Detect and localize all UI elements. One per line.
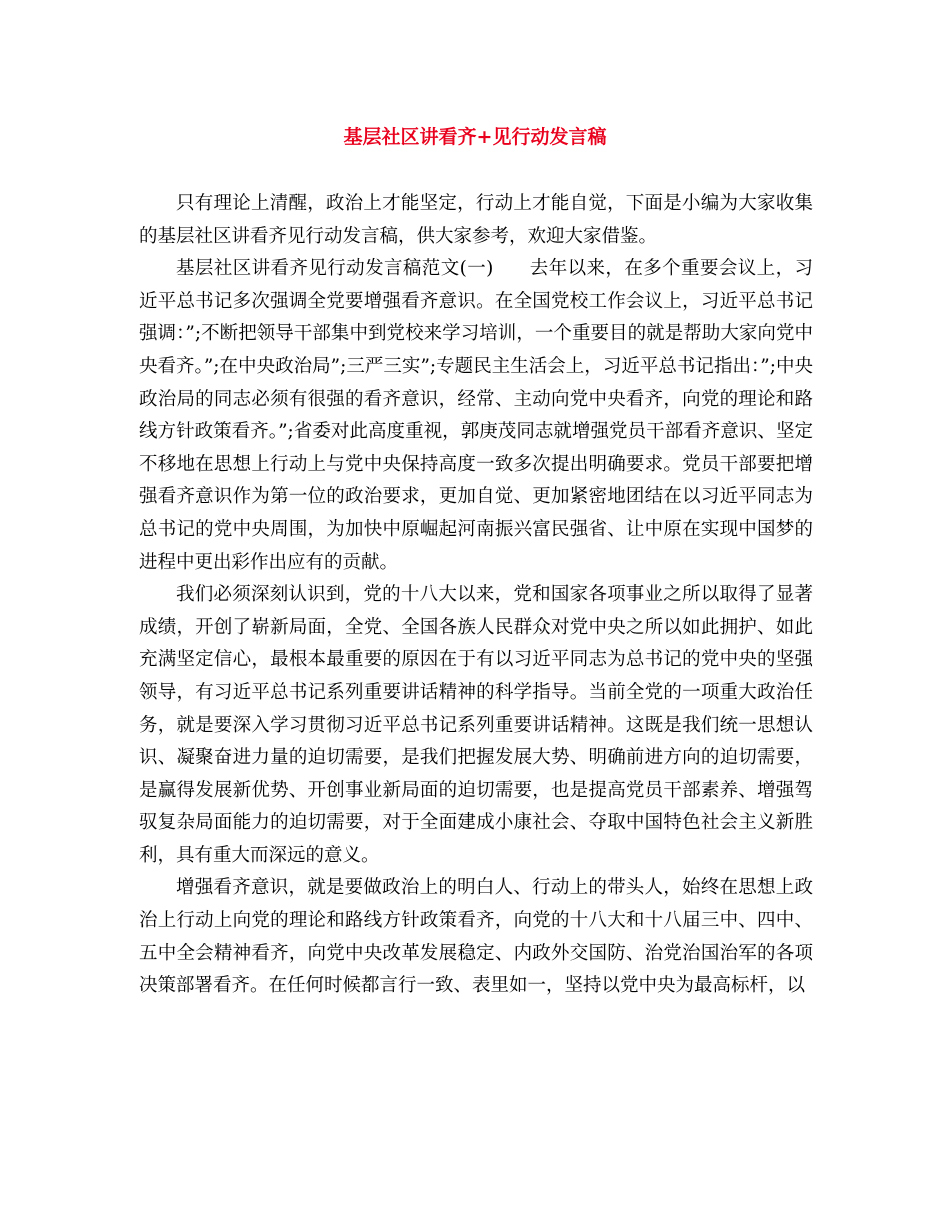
section-paragraph-text: 去年以来，在多个重要会议上，习近平总书记多次强调全党要增强看齐意识。在全国党校工作会议上，习近平总书记强调：”;不断把领导干部集中到党校来学习培训，一个重要目的就是帮助大家向党中央看齐。”;在中央政治局”;三严三实”;专题民主生活会上，习近平总书记指出：”;中央政治局的同志必须有很强的看齐意识，经常、主动向党中央看齐，向党的理论和路线方针政策看齐。”;省委对此高度重视，郭庚茂同志就增强党员干部看齐意识、坚定不移地在思想上行动上与党中央保持高度一致多次提出明确要求。党员干部要把增强看齐意识作为第一位的政治要求，更加自觉、更加紧密地团结在以习近平同志为总书记的党中央周围，为加快中原崛起河南振兴富民强省、让中原在实现中国梦的进程中更出彩作出应有的贡献。 [139,258,813,573]
body-paragraph: 我们必须深刻认识到，党的十八大以来，党和国家各项事业之所以取得了显著成绩，开创了崭新局面，全党、全国各族人民群众对党中央之所以如此拥护、如此充满坚定信心，最根本最重要的原因在于有以习近平同志为总书记的党中央的坚强领导，有习近平总书记系列重要讲话精神的科学指导。当前全党的一项重大政治任务，就是要深入学习贯彻习近平总书记系列重要讲话精神。这既是我们统一思想认识、凝聚奋进力量的迫切需要，是我们把握发展大势、明确前进方向的迫切需要，是赢得发展新优势、开创事业新局面的迫切需要，也是提高党员干部素养、增强驾驭复杂局面能力的迫切需要，对于全面建成小康社会、夺取中国特色社会主义新胜利，具有重大而深远的意义。 [139,584,813,866]
intro-paragraph: 只有理论上清醒，政治上才能坚定，行动上才能自觉，下面是小编为大家收集的基层社区讲看齐见行动发言稿，供大家参考，欢迎大家借鉴。 [139,193,813,247]
section-heading: 基层社区讲看齐见行动发言稿范文(一) [176,258,494,280]
document-body [139,188,813,1003]
document-title: 基层社区讲看齐+见行动发言稿 [343,126,607,148]
body-paragraph: 增强看齐意识，就是要做政治上的明白人、行动上的带头人，始终在思想上政治上行动上向党的理论和路线方针政策看齐，向党的十八大和十八届三中、四中、五中全会精神看齐，向党中央改革发展稳定、内政外交国防、治党治国治军的各项决策部署看齐。在任何时候都言行一致、表里如一，坚持以党中央为最高标杆，以 [139,877,813,997]
section-paragraph [139,253,813,579]
